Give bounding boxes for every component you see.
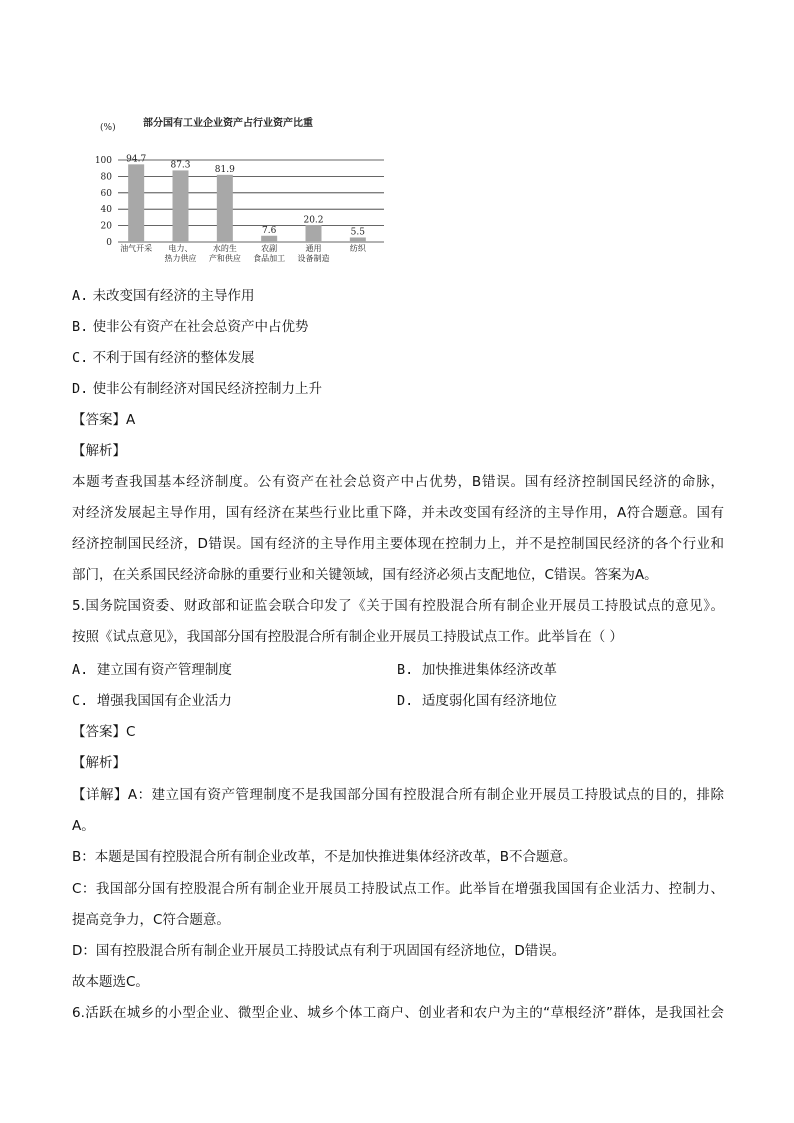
bar-value-label: 20.2 bbox=[303, 215, 324, 226]
x-category-label: 纺织 bbox=[349, 244, 366, 253]
q5-detail-line: 故本题选C。 bbox=[72, 974, 149, 990]
q4-answer: 【答案】A bbox=[72, 412, 136, 428]
bar-chart bbox=[88, 112, 388, 272]
q5-option-b: B. 加快推进集体经济改革 bbox=[397, 662, 557, 678]
y-tick-label: 80 bbox=[100, 172, 112, 183]
x-category-label: 产和供应 bbox=[208, 254, 241, 263]
q5-stem-line: 5.国务院国资委、财政部和证监会联合印发了《关于国有控股混合所有制企业开展员工持股试点的意见》。 bbox=[72, 598, 724, 614]
q4-analysis-line: 对经济发展起主导作用，国有经济在某些行业比重下降，并未改变国有经济的主导作用，A符合题意。国有 bbox=[72, 505, 724, 521]
x-category-label: 农副 bbox=[261, 244, 278, 253]
bar bbox=[306, 225, 322, 242]
x-category-label: 电力、 bbox=[168, 244, 193, 253]
q5-option-c: C. 增强我国国有企业活力 bbox=[72, 693, 232, 709]
q5-detail-line: B：本题是国有控股混合所有制企业改革，不是加快推进集体经济改革，B不合题意。 bbox=[72, 849, 577, 865]
bar bbox=[217, 175, 233, 242]
bar bbox=[173, 170, 189, 242]
q5-detail-line: A。 bbox=[72, 818, 95, 834]
q5-option-d: D. 适度弱化国有经济地位 bbox=[397, 693, 557, 709]
q5-option-a: A. 建立国有资产管理制度 bbox=[72, 662, 232, 678]
y-tick-label: 40 bbox=[100, 205, 112, 216]
chart-ylabel: (%) bbox=[100, 123, 116, 133]
x-category-label: 水的生 bbox=[212, 244, 237, 253]
x-category-label: 油气开采 bbox=[120, 244, 153, 253]
q4-option-d: D. 使非公有制经济对国民经济控制力上升 bbox=[72, 381, 323, 397]
q5-answer: 【答案】C bbox=[72, 724, 136, 740]
x-category-label: 食品加工 bbox=[253, 254, 286, 263]
x-category-label: 热力供应 bbox=[164, 254, 197, 263]
chart-svg bbox=[88, 112, 388, 272]
q4-analysis-tag: 【解析】 bbox=[72, 443, 126, 459]
q6-stem-line: 6.活跃在城乡的小型企业、微型企业、城乡个体工商户、创业者和农户为主的“草根经济”群体，是我国社会 bbox=[72, 1005, 724, 1021]
bar bbox=[261, 236, 277, 242]
q4-analysis-line: 部门，在关系国民经济命脉的重要行业和关键领域，国有经济必须占支配地位，C错误。答案为A。 bbox=[72, 567, 658, 583]
q5-stem-line: 按照《试点意见》，我国部分国有控股混合所有制企业开展员工持股试点工作。此举旨在（ ） bbox=[72, 629, 624, 645]
bar-value-label: 87.3 bbox=[170, 160, 191, 171]
q5-detail-line: 【详解】A：建立国有资产管理制度不是我国部分国有控股混合所有制企业开展员工持股试点的目的，排除 bbox=[72, 787, 725, 803]
bar-value-label: 81.9 bbox=[214, 164, 235, 175]
q4-option-c: C. 不利于国有经济的整体发展 bbox=[72, 350, 255, 366]
chart-title: 部分国有工业企业资产占行业资产比重 bbox=[143, 118, 313, 129]
bar-value-label: 94.7 bbox=[126, 154, 147, 165]
q4-option-a: A. 未改变国有经济的主导作用 bbox=[72, 288, 255, 304]
q4-analysis-line: 本题考查我国基本经济制度。公有资产在社会总资产中占优势，B错误。国有经济控制国民经济的命脉， bbox=[72, 474, 724, 490]
x-category-label: 设备制造 bbox=[297, 254, 330, 263]
x-category-label: 通用 bbox=[305, 244, 322, 253]
q4-option-b: B. 使非公有资产在社会总资产中占优势 bbox=[72, 319, 309, 335]
q5-analysis-tag: 【解析】 bbox=[72, 755, 126, 771]
q5-detail-line: D：国有控股混合所有制企业开展员工持股试点有利于巩固国有经济地位，D错误。 bbox=[72, 943, 566, 959]
bar-value-label: 7.6 bbox=[262, 225, 277, 236]
bar bbox=[128, 164, 144, 242]
y-tick-label: 20 bbox=[100, 221, 112, 232]
q4-analysis-line: 经济控制国民经济，D错误。国有经济的主导作用主要体现在控制力上，并不是控制国民经济的各个行业和 bbox=[72, 536, 724, 552]
bar bbox=[350, 237, 366, 242]
y-tick-label: 100 bbox=[94, 156, 112, 166]
y-tick-label: 0 bbox=[106, 238, 112, 248]
y-tick-label: 60 bbox=[100, 188, 112, 199]
bar-value-label: 5.5 bbox=[350, 227, 365, 238]
q5-detail-line: C：我国部分国有控股混合所有制企业开展员工持股试点工作。此举旨在增强我国国有企业活力、控制力、 bbox=[72, 881, 724, 897]
q5-detail-line: 提高竞争力，C符合题意。 bbox=[72, 912, 230, 928]
